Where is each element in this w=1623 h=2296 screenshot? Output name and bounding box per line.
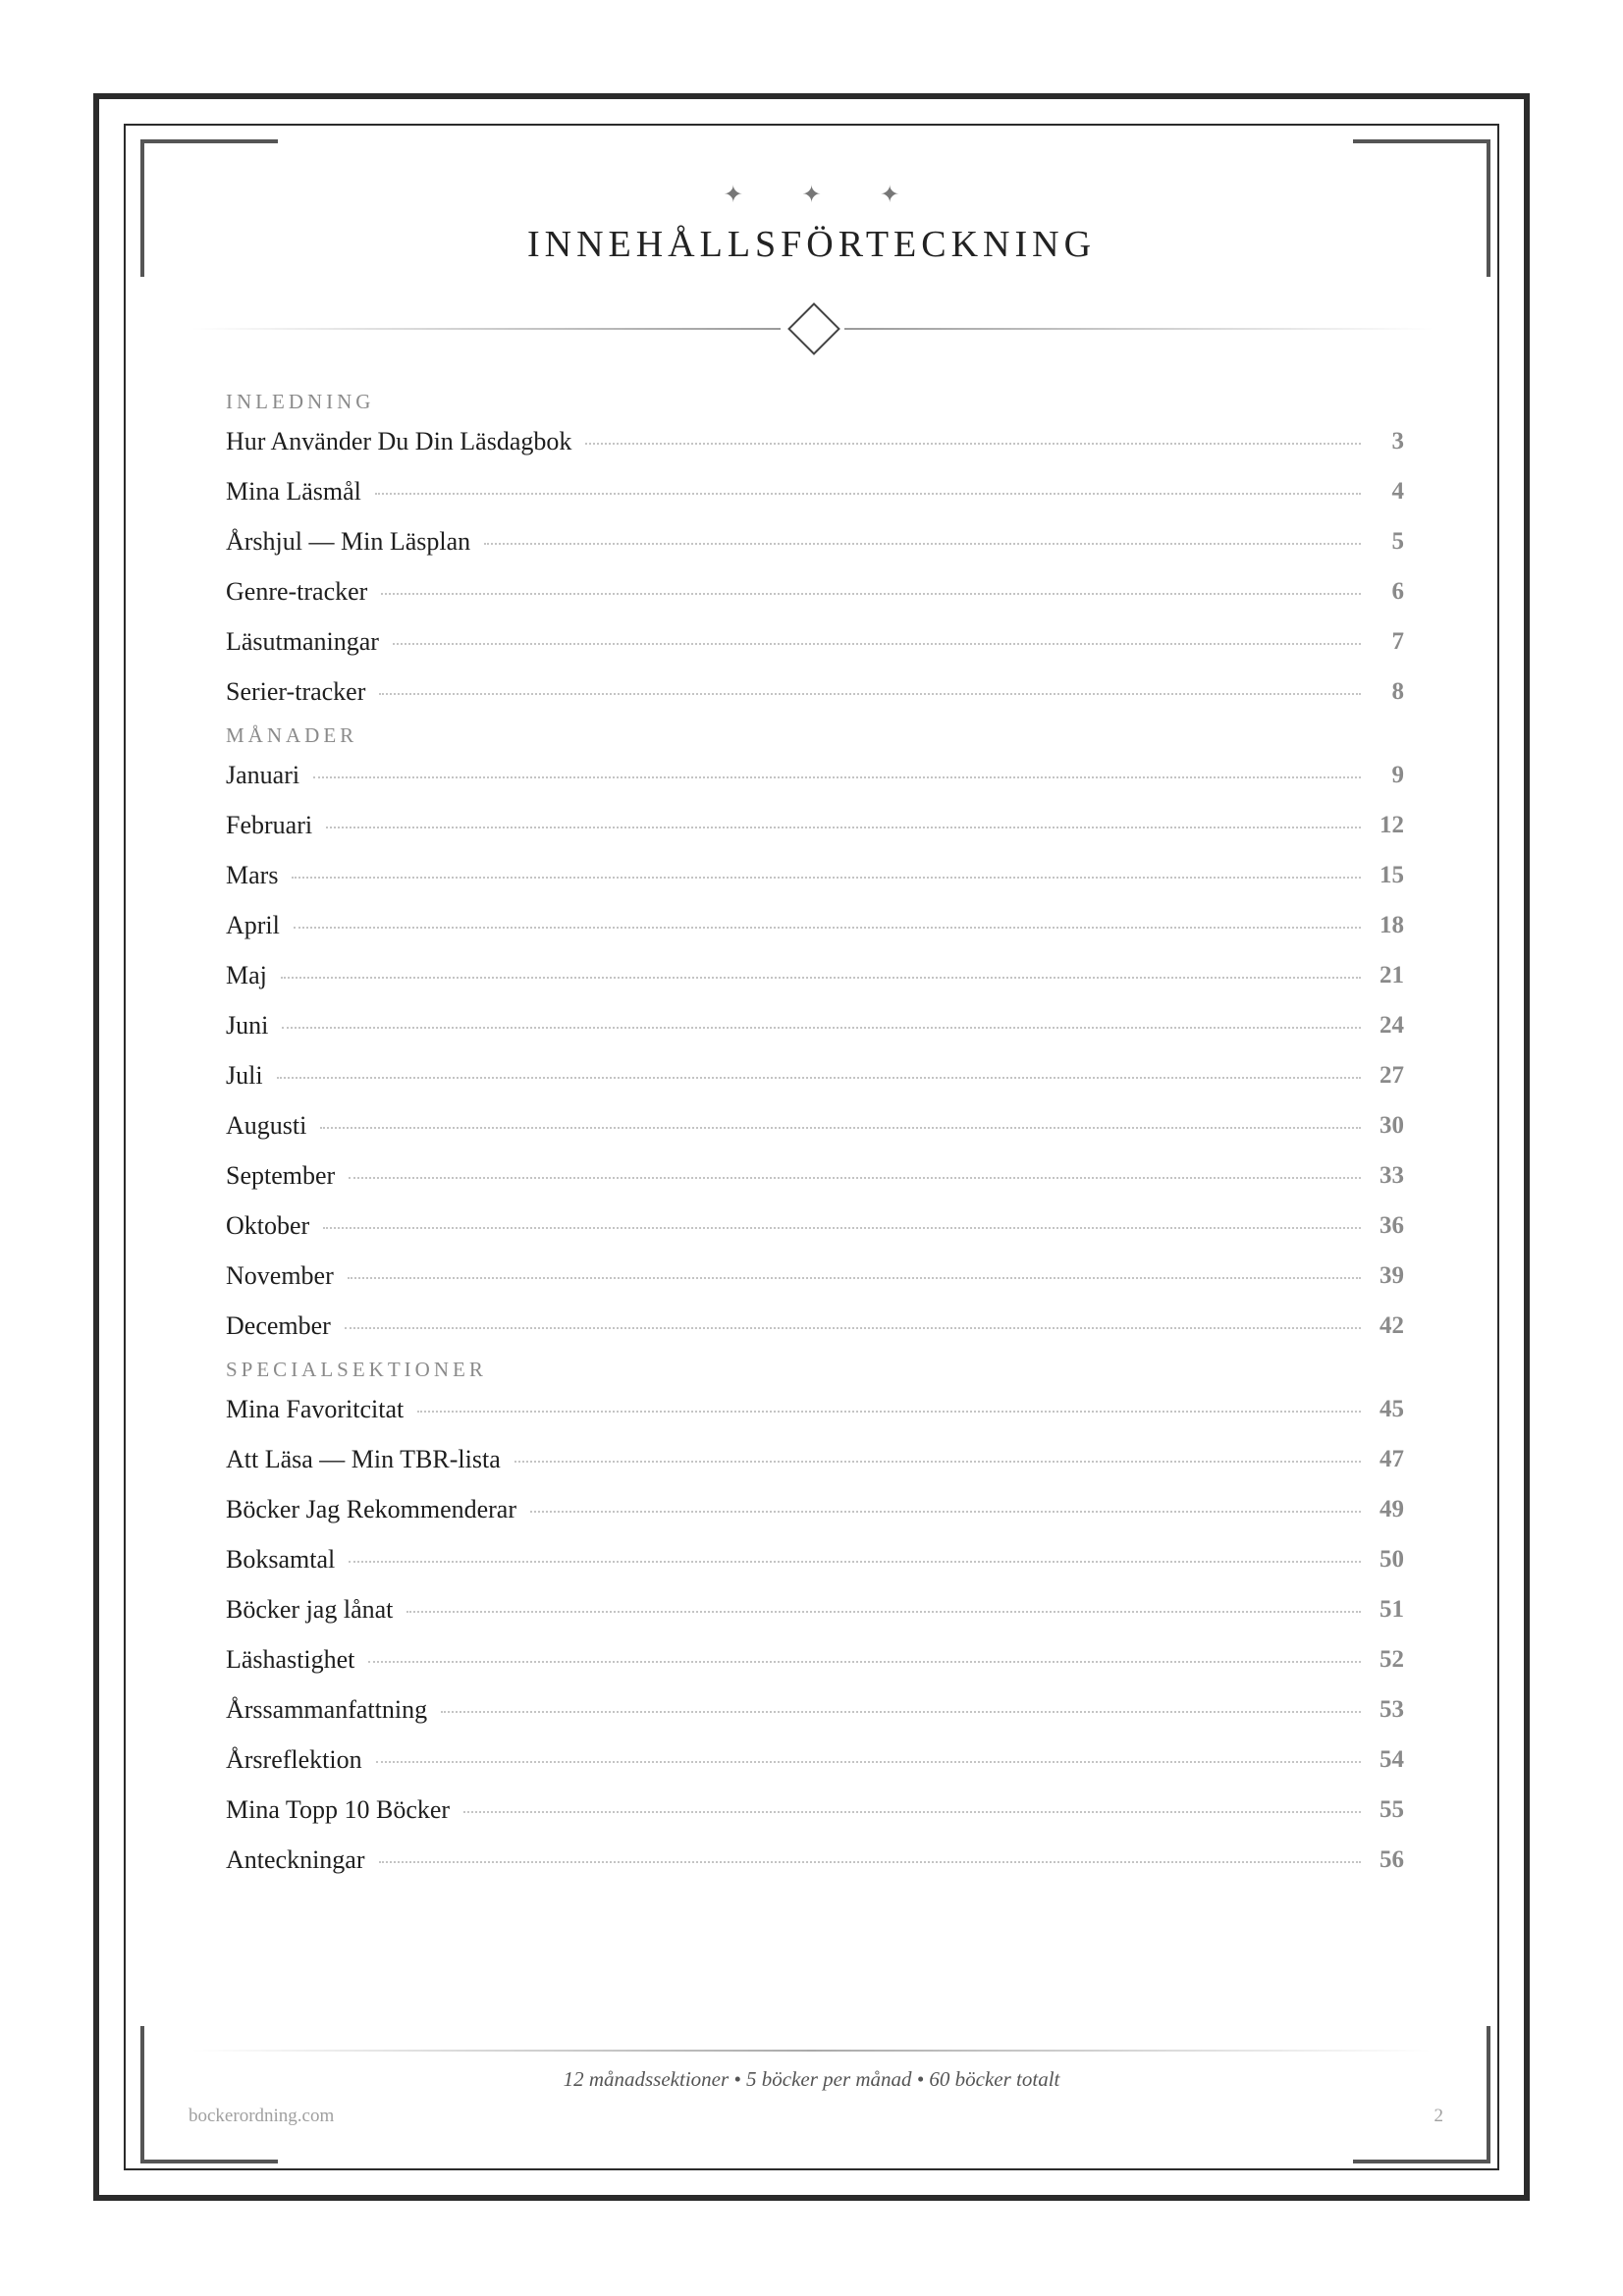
toc-entry-title: September — [226, 1160, 336, 1190]
toc-entry-page: 9 — [1391, 761, 1404, 788]
dot-leader — [514, 1461, 1361, 1463]
toc-entry[interactable] — [226, 1000, 1404, 1050]
toc-entry-title: Juli — [226, 1060, 263, 1090]
dot-leader — [349, 1177, 1361, 1179]
toc-entry-title: Februari — [226, 810, 313, 839]
toc-entry[interactable] — [226, 566, 1404, 616]
toc-entry-title: Läsutmaningar — [226, 626, 379, 656]
dot-leader — [349, 1561, 1361, 1563]
toc-entry[interactable] — [226, 416, 1404, 466]
toc-entry[interactable] — [226, 1785, 1404, 1835]
toc-entry-title: Mina Topp 10 Böcker — [226, 1794, 451, 1824]
toc-entry-page: 24 — [1380, 1011, 1404, 1039]
dot-leader — [379, 1861, 1361, 1863]
toc-entry-page: 39 — [1380, 1261, 1404, 1289]
toc-entry-page: 45 — [1380, 1395, 1404, 1422]
dot-leader — [326, 827, 1361, 828]
toc-section-months — [226, 721, 1404, 1351]
toc-entry[interactable] — [226, 850, 1404, 900]
toc-entry-title: Genre-tracker — [226, 576, 368, 606]
toc-entry-title: Maj — [226, 960, 267, 989]
toc-entry-page: 4 — [1391, 477, 1404, 505]
toc-entry-title: Augusti — [226, 1110, 307, 1140]
dot-leader — [417, 1411, 1361, 1413]
toc-entry-title: April — [226, 910, 280, 939]
toc-entry[interactable] — [226, 667, 1404, 717]
dot-leader — [292, 877, 1361, 879]
toc-entry-page: 36 — [1380, 1211, 1404, 1239]
toc-entry-page: 21 — [1380, 961, 1404, 988]
footer-website: bockerordning.com — [189, 2106, 335, 2126]
toc-entry-page: 3 — [1391, 427, 1404, 454]
section-label: INLEDNING — [226, 390, 375, 413]
dot-leader — [406, 1611, 1361, 1613]
toc-entry-page: 5 — [1391, 527, 1404, 555]
toc-entry-page: 33 — [1380, 1161, 1404, 1189]
dot-leader — [530, 1511, 1361, 1513]
toc-section-special — [226, 1355, 1404, 1885]
toc-entry[interactable] — [226, 800, 1404, 850]
toc-entry-page: 52 — [1380, 1645, 1404, 1673]
toc-entry[interactable] — [226, 616, 1404, 667]
dot-leader — [282, 1027, 1361, 1029]
toc-entry-page: 55 — [1380, 1795, 1404, 1823]
toc-entry-page: 42 — [1380, 1311, 1404, 1339]
toc-entry-title: Årsreflektion — [226, 1744, 362, 1774]
section-label: SPECIALSEKTIONER — [226, 1358, 487, 1381]
toc-entry-title: Mina Favoritcitat — [226, 1394, 405, 1423]
table-of-contents — [226, 383, 1404, 1885]
page-number: 2 — [1434, 2106, 1443, 2126]
dot-leader — [381, 593, 1361, 595]
toc-entry-page: 47 — [1380, 1445, 1404, 1472]
toc-entry[interactable] — [226, 900, 1404, 950]
toc-entry[interactable] — [226, 1584, 1404, 1634]
title-divider-left — [191, 328, 781, 330]
footer-divider — [191, 2050, 1432, 2052]
toc-entry-page: 7 — [1391, 627, 1404, 655]
toc-entry-title: Årssammanfattning — [226, 1694, 428, 1724]
dot-leader — [585, 443, 1361, 445]
toc-entry-title: Oktober — [226, 1210, 310, 1240]
title-divider-right — [844, 328, 1434, 330]
toc-entry-title: November — [226, 1260, 334, 1290]
toc-section-intro — [226, 387, 1404, 717]
dot-leader — [320, 1127, 1361, 1129]
toc-entry[interactable] — [226, 1150, 1404, 1201]
toc-entry[interactable] — [226, 1434, 1404, 1484]
toc-entry-title: Mina Läsmål — [226, 476, 361, 506]
toc-entry[interactable] — [226, 1050, 1404, 1100]
dot-leader — [277, 1077, 1361, 1079]
toc-entry-title: Januari — [226, 760, 300, 789]
dot-leader — [323, 1227, 1361, 1229]
dot-leader — [294, 927, 1361, 929]
toc-entry[interactable] — [226, 750, 1404, 800]
dot-leader — [345, 1327, 1361, 1329]
toc-entry-page: 30 — [1380, 1111, 1404, 1139]
toc-entry[interactable] — [226, 1100, 1404, 1150]
toc-entry-page: 18 — [1380, 911, 1404, 938]
toc-entry-page: 56 — [1380, 1845, 1404, 1873]
toc-entry-page: 27 — [1380, 1061, 1404, 1089]
toc-entry-title: Boksamtal — [226, 1544, 336, 1574]
toc-entry-page: 54 — [1380, 1745, 1404, 1773]
toc-entry[interactable] — [226, 466, 1404, 516]
toc-entry[interactable] — [226, 1735, 1404, 1785]
section-label: MÅNADER — [226, 723, 358, 747]
toc-entry[interactable] — [226, 1384, 1404, 1434]
dot-leader — [375, 493, 1361, 495]
toc-entry-page: 15 — [1380, 861, 1404, 888]
toc-entry-title: Årshjul — Min Läsplan — [226, 526, 471, 556]
dot-leader — [393, 643, 1361, 645]
toc-entry-title: Anteckningar — [226, 1844, 365, 1874]
toc-entry[interactable] — [226, 1251, 1404, 1301]
toc-entry-page: 49 — [1380, 1495, 1404, 1522]
toc-entry-page: 12 — [1380, 811, 1404, 838]
toc-entry-title: Hur Använder Du Din Läsdagbok — [226, 426, 572, 455]
corner-ornament-bottom-left — [140, 2026, 278, 2163]
toc-entry-title: Böcker Jag Rekommenderar — [226, 1494, 517, 1523]
toc-entry[interactable] — [226, 1634, 1404, 1684]
page-title: INNEHÅLLSFÖRTECKNING — [526, 224, 1097, 265]
dot-leader — [281, 977, 1361, 979]
dot-leader — [441, 1711, 1361, 1713]
dot-leader — [484, 543, 1361, 545]
toc-entry-title: Böcker jag lånat — [226, 1594, 394, 1624]
toc-entry[interactable] — [226, 1201, 1404, 1251]
toc-entry[interactable] — [226, 516, 1404, 566]
toc-entry[interactable] — [226, 1835, 1404, 1885]
toc-entry[interactable] — [226, 1534, 1404, 1584]
toc-entry-title: Läshastighet — [226, 1644, 355, 1674]
dot-leader — [348, 1277, 1361, 1279]
corner-ornament-bottom-right — [1353, 2026, 1490, 2163]
dot-leader — [463, 1811, 1361, 1813]
star-ornament-icon: ✦ ✦ ✦ — [723, 181, 926, 208]
toc-entry-title: Mars — [226, 860, 279, 889]
toc-entry-page: 8 — [1391, 677, 1404, 705]
toc-entry-page: 51 — [1380, 1595, 1404, 1623]
toc-entry-page: 6 — [1391, 577, 1404, 605]
toc-entry-page: 50 — [1380, 1545, 1404, 1573]
toc-entry[interactable] — [226, 1484, 1404, 1534]
dot-leader — [379, 693, 1361, 695]
dot-leader — [368, 1661, 1361, 1663]
toc-entry[interactable] — [226, 1301, 1404, 1351]
toc-entry-title: December — [226, 1310, 331, 1340]
toc-entry[interactable] — [226, 1684, 1404, 1735]
toc-entry[interactable] — [226, 950, 1404, 1000]
footer-note: 12 månadssektioner • 5 böcker per månad • 60 böcker totalt — [563, 2067, 1060, 2091]
toc-entry-page: 53 — [1380, 1695, 1404, 1723]
toc-entry-title: Serier-tracker — [226, 676, 366, 706]
toc-entry-title: Juni — [226, 1010, 269, 1040]
dot-leader — [313, 776, 1361, 778]
toc-entry-title: Att Läsa — Min TBR-lista — [226, 1444, 501, 1473]
dot-leader — [376, 1761, 1361, 1763]
